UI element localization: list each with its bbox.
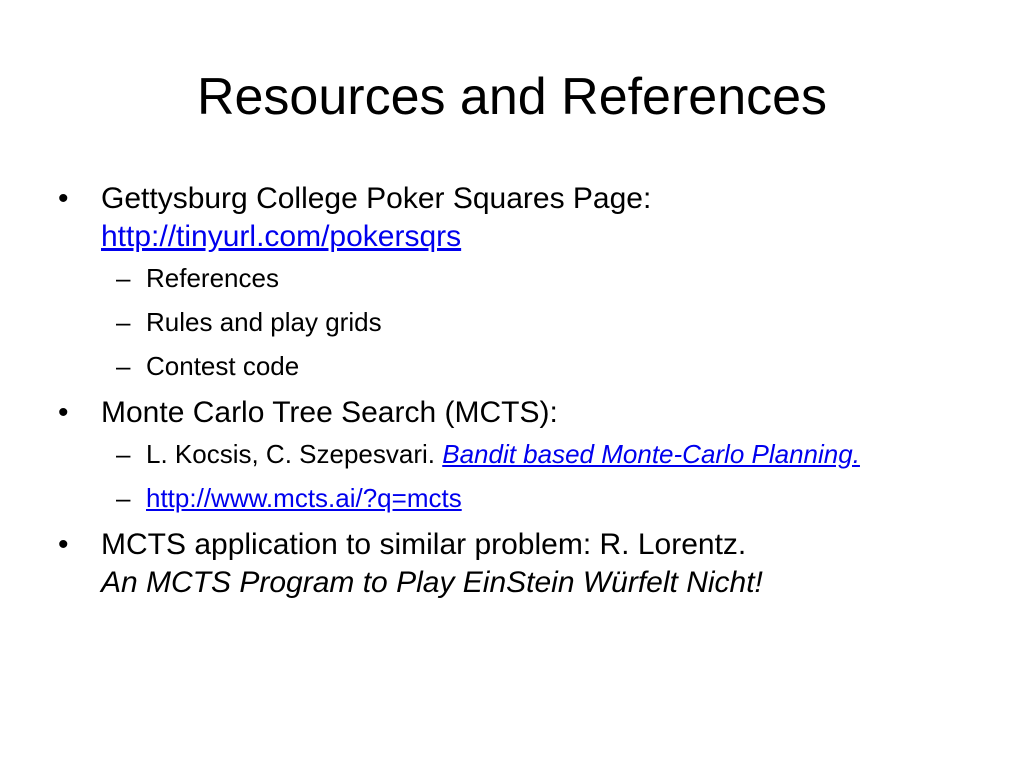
bullet-lorentz [58,526,978,602]
sub-item-kocsis [58,438,978,470]
sub-item-references [58,262,978,294]
bullet-text: Gettysburg College Poker Squares Page: [101,182,652,215]
sub-item-contest-code [58,350,978,382]
bullet-marker: • [58,528,69,561]
bullet-marker: • [58,396,69,429]
sub-marker: – [116,307,131,337]
sub-marker: – [116,263,131,293]
sub-text: References [146,263,279,293]
poker-squares-link[interactable]: http://tinyurl.com/pokersqrs [101,220,462,253]
sub-item-rules [58,306,978,338]
bullet-mcts [58,394,978,432]
sub-text: L. Kocsis, C. Szepesvari. [146,439,435,469]
slide-title: Resources and References [196,68,828,126]
bullet-marker: • [58,182,69,215]
bandit-paper-link[interactable]: Bandit based Monte-Carlo Planning. [442,439,860,469]
slide-content [58,180,978,606]
sub-item-mcts-ai [58,482,978,514]
sub-text: Rules and play grids [146,307,382,337]
sub-marker: – [116,439,131,469]
sub-text: Contest code [146,351,300,381]
bullet-text: Monte Carlo Tree Search (MCTS): [101,396,558,429]
sub-list-mcts [58,438,978,514]
sub-list-poker-squares [58,262,978,382]
lorentz-paper-title: An MCTS Program to Play EinStein Würfelt Nicht! [101,566,763,599]
mcts-ai-link[interactable]: http://www.mcts.ai/?q=mcts [146,483,462,513]
bullet-text: MCTS application to similar problem: R. Lorentz. [101,528,747,561]
bullet-poker-squares [58,180,978,256]
sub-marker: – [116,483,131,513]
sub-marker: – [116,351,131,381]
